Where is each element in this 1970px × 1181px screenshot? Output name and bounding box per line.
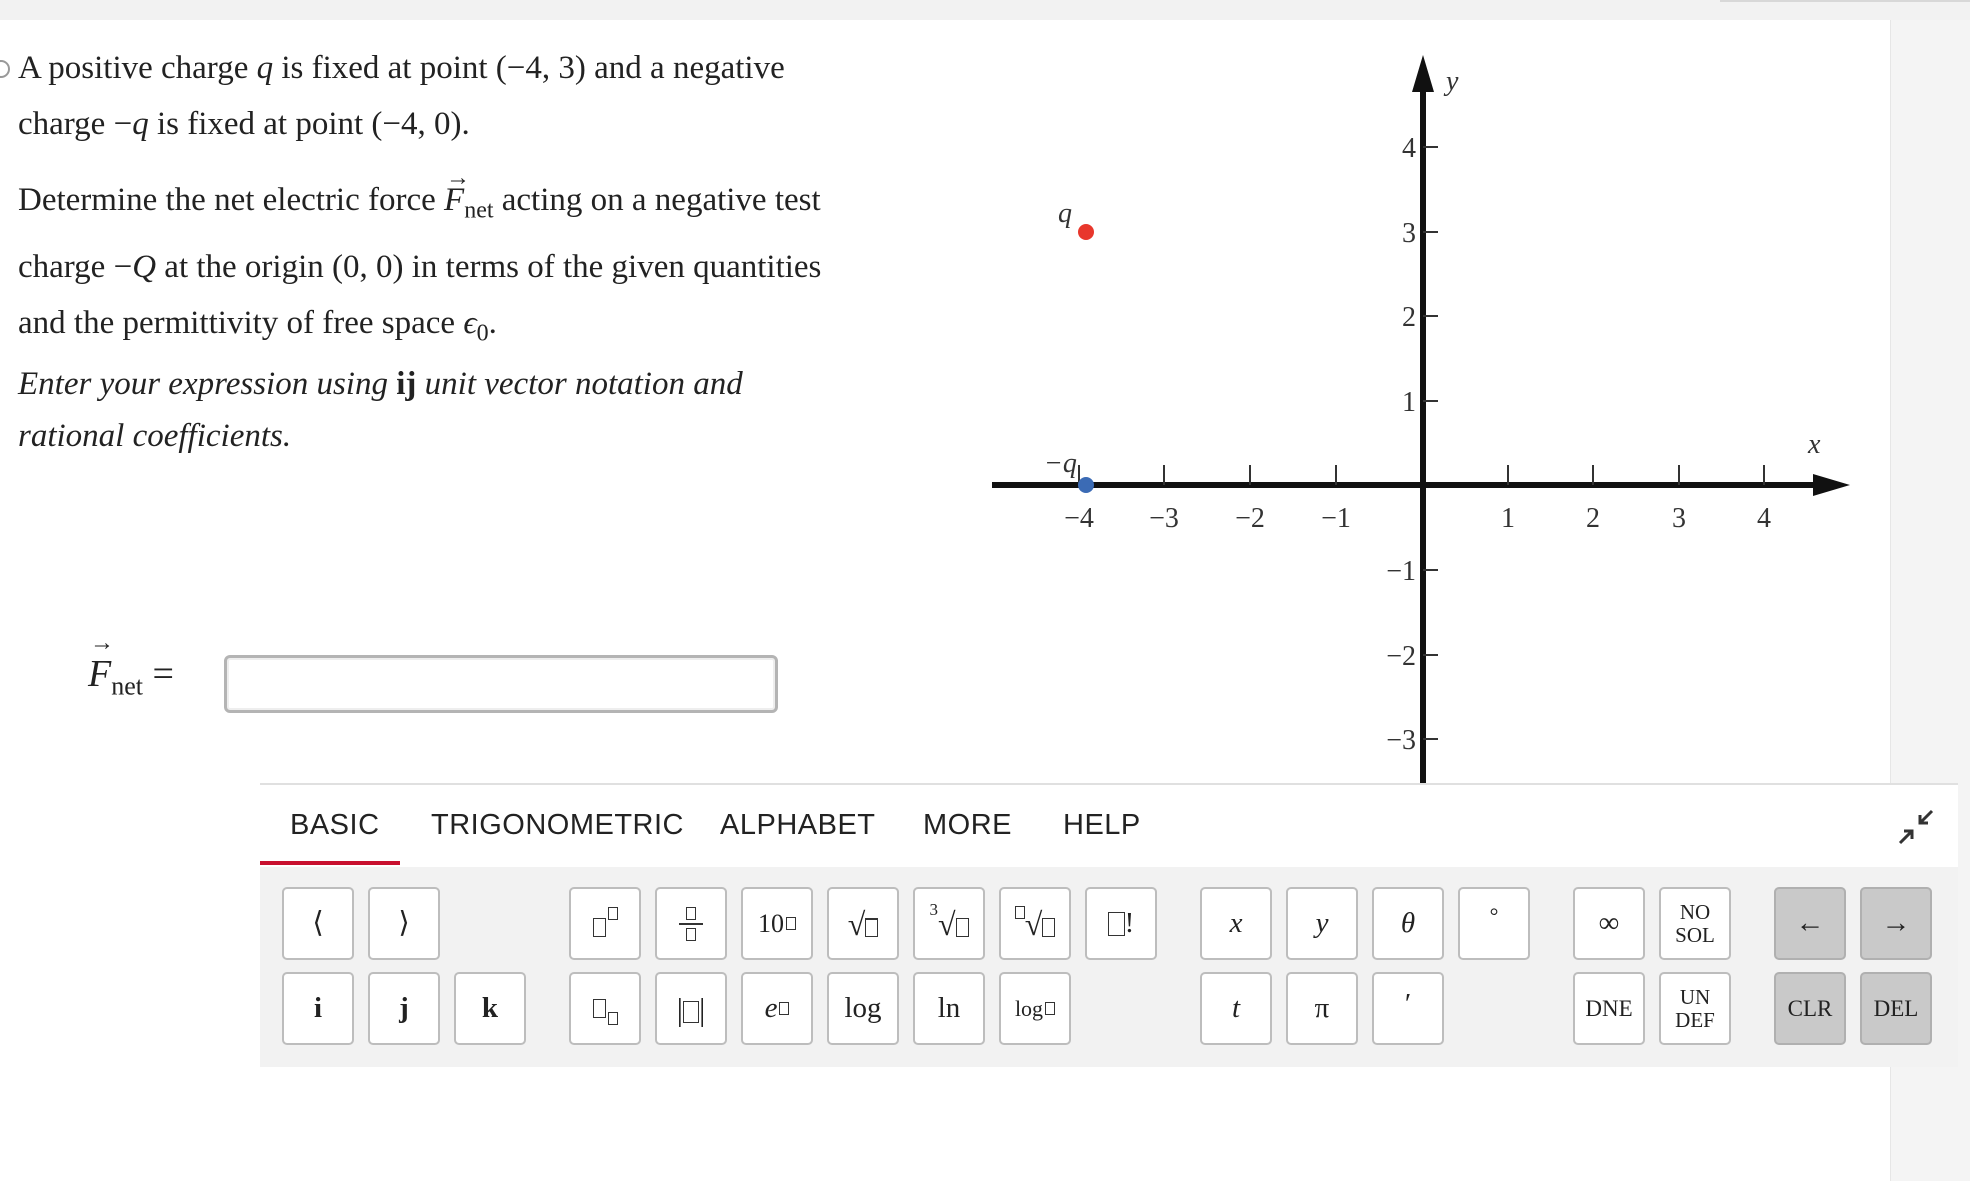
superscript-icon (593, 907, 618, 940)
factorial-key[interactable]: ! (1085, 887, 1157, 960)
x-tick-label: −2 (1235, 503, 1265, 534)
x-tick-label: −3 (1149, 503, 1179, 534)
log-key[interactable]: log (827, 972, 899, 1045)
cube-root-key[interactable]: 3 √ (913, 887, 985, 960)
force-vector-symbol: → F (444, 172, 464, 228)
exponent-box-icon (786, 917, 796, 930)
square-root-key[interactable] (827, 887, 899, 960)
variable-y-key[interactable]: y (1286, 887, 1358, 960)
degree-key[interactable]: ° (1458, 887, 1530, 960)
x-axis-label: x (1808, 429, 1821, 460)
right-angle-bracket-key[interactable]: ⟩ (368, 887, 440, 960)
top-strip (0, 0, 1970, 20)
no-solution-key[interactable]: NO SOL (1659, 887, 1731, 960)
dne-key[interactable]: DNE (1573, 972, 1645, 1045)
left-angle-bracket-key[interactable]: ⟨ (282, 887, 354, 960)
palette-tabs (260, 785, 1958, 867)
y-tick-label: −1 (1386, 556, 1416, 587)
delete-key[interactable]: DEL (1860, 972, 1932, 1045)
nth-root-icon: √ (1015, 906, 1056, 941)
unit-vector-i-key[interactable]: i (282, 972, 354, 1045)
y-tick-label: 1 (1402, 387, 1416, 418)
cursor-left-key[interactable]: ← (1774, 887, 1846, 960)
clear-key[interactable]: CLR (1774, 972, 1846, 1045)
y-tick-label: 3 (1402, 218, 1416, 249)
factorial-box-icon (1108, 912, 1125, 936)
fraction-key[interactable] (655, 887, 727, 960)
natural-log-key[interactable]: ln (913, 972, 985, 1045)
tab-trigonometric[interactable]: TRIGONOMETRIC (431, 809, 684, 841)
top-divider (1720, 0, 1970, 2)
math-input-palette (260, 783, 1958, 1067)
problem-instructions: Enter your expression using ij unit vector notation and rational coefficients. (18, 366, 743, 454)
negative-charge-point (1078, 477, 1094, 493)
x-tick-label: 4 (1757, 503, 1771, 534)
unit-vector-j-key[interactable]: j (368, 972, 440, 1045)
tab-basic[interactable]: BASIC (290, 809, 380, 841)
variable-x-key[interactable]: x (1200, 887, 1272, 960)
problem-statement: A positive charge q is fixed at point (−4, 3) and a negative charge −q is fixed at point (−4, 0). (18, 50, 785, 142)
absolute-value-icon: | | (676, 990, 706, 1027)
undefined-key[interactable]: UN DEF (1659, 972, 1731, 1045)
pi-key[interactable]: π (1286, 972, 1358, 1045)
y-axis-arrow-icon (1412, 55, 1434, 92)
tab-alphabet[interactable]: ALPHABET (720, 809, 876, 841)
log-base-key[interactable]: log (999, 972, 1071, 1045)
y-tick-label: 4 (1402, 133, 1416, 164)
fraction-icon (679, 907, 703, 941)
active-tab-indicator (260, 861, 400, 865)
answer-input[interactable] (224, 655, 778, 713)
x-tick-label: −1 (1321, 503, 1351, 534)
problem-task: Determine the net electric force → $F_{net}$ acting on a negative test charge −Q at the origin (0, 0) in terms of the given quantities and the permittivity of free space $\epsilon_0$. (18, 172, 918, 361)
superscript-key[interactable] (569, 887, 641, 960)
charge-position-graph (980, 40, 1860, 785)
exponent-box-icon (779, 1002, 789, 1015)
cursor-right-key[interactable]: → (1860, 887, 1932, 960)
square-root-icon: √ (848, 908, 879, 940)
positive-charge-point (1078, 224, 1094, 240)
tab-help[interactable]: HELP (1063, 809, 1141, 841)
subscript-icon (593, 992, 618, 1025)
nth-root-key[interactable] (999, 887, 1071, 960)
x-tick-label: 1 (1501, 503, 1515, 534)
log-base-box-icon (1045, 1002, 1055, 1015)
unit-vector-k-key[interactable]: k (454, 972, 526, 1045)
y-axis-label: y (1446, 66, 1459, 97)
collapse-icon[interactable] (1896, 807, 1936, 847)
y-tick-label: −2 (1386, 641, 1416, 672)
absolute-value-key[interactable] (655, 972, 727, 1045)
y-tick-label: −3 (1386, 725, 1416, 756)
positive-charge-label: q (1058, 198, 1072, 229)
theta-key[interactable]: θ (1372, 887, 1444, 960)
cube-root-icon: √ (938, 908, 969, 940)
x-tick-label: 2 (1586, 503, 1600, 534)
y-tick-label: 2 (1402, 302, 1416, 333)
ten-power-key[interactable]: 10 (741, 887, 813, 960)
x-tick-label: −4 (1064, 503, 1094, 534)
negative-charge-label: −q (1044, 448, 1077, 479)
infinity-key[interactable]: ∞ (1573, 887, 1645, 960)
prime-key[interactable]: ′ (1372, 972, 1444, 1045)
tab-more[interactable]: MORE (923, 809, 1012, 841)
subscript-key[interactable] (569, 972, 641, 1045)
exponential-key[interactable]: e (741, 972, 813, 1045)
x-tick-label: 3 (1672, 503, 1686, 534)
x-axis-arrow-icon (1813, 474, 1850, 496)
answer-label: → $F_{net}$ = (88, 652, 174, 702)
variable-t-key[interactable]: t (1200, 972, 1272, 1045)
